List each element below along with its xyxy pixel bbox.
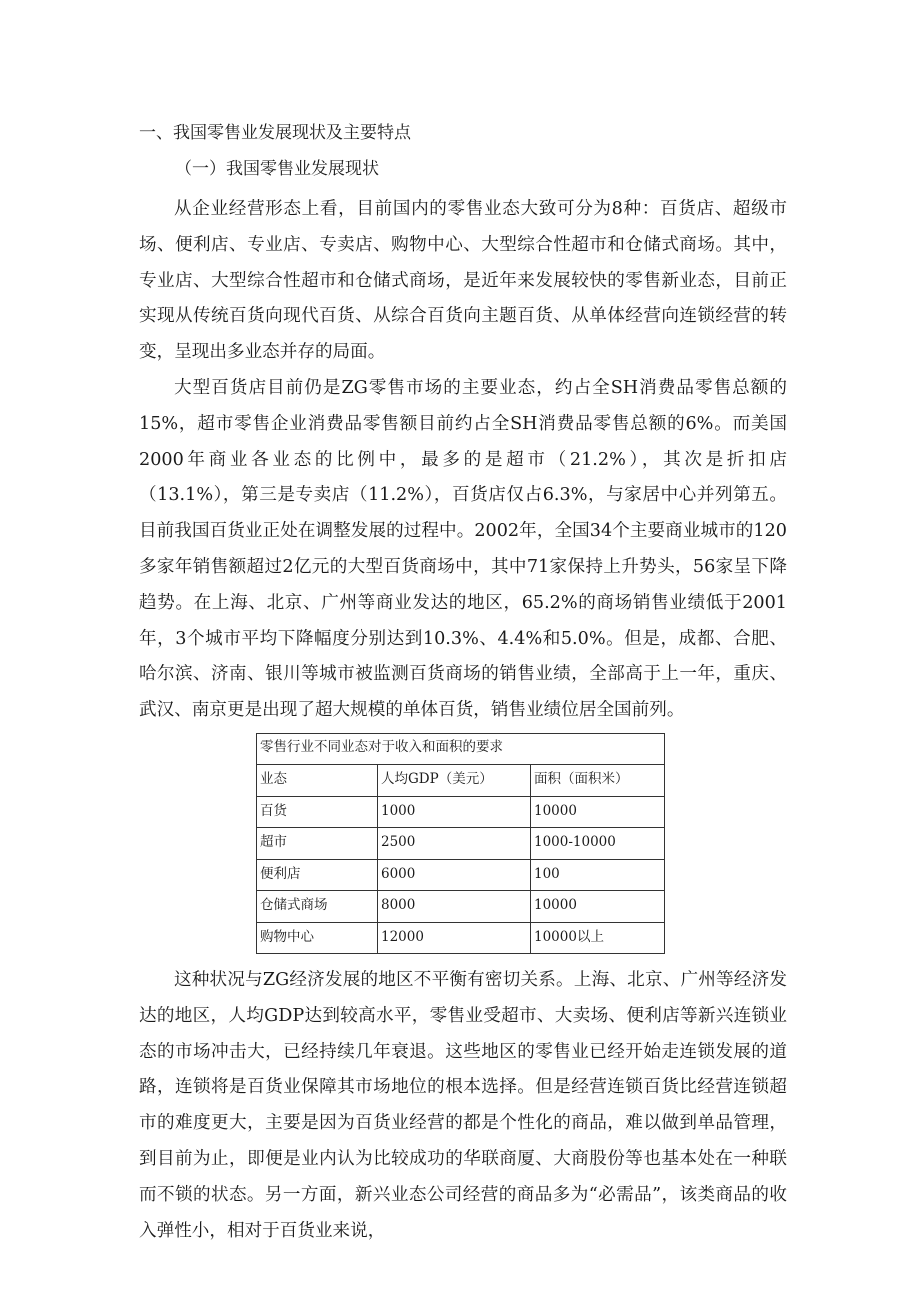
table-cell: 10000: [531, 891, 665, 923]
table-cell: 2500: [378, 828, 531, 860]
table-cell: 百货: [257, 796, 378, 828]
table-caption-row: [257, 734, 665, 765]
section-heading: 一、我国零售业发展现状及主要特点: [139, 123, 411, 143]
subsection-heading: （一）我国零售业发展现状: [175, 159, 379, 179]
paragraph-department-stores: 大型百货店目前仍是ZG零售市场的主要业态，约占全SH消费品零售总额的15%，超市零售企业消费品零售额目前约占全SH消费品零售总额的6%。而美国2000年商业各业态的比例中，最多的是超市（21.2%），其次是折扣店（13.1%），第三是专卖店（11.2%），百货店仅占6.3%，与家居中心并列第五。目前我国百货业正处在调整发展的过程中。2002年，全国34个主要商业城市的120多家年销售额超过2亿元的大型百货商场中，其中71家保持上升势头，56家呈下降趋势。在上海、北京、广州等商业发达的地区，65.2%的商场销售业绩低于2001年，3个城市平均下降幅度分别达到10.3%、4.4%和5.0%。但是，成都、合肥、哈尔滨、济南、银川等城市被监测百货商场的销售业绩，全部高于上一年，重庆、武汉、南京更是出现了超大规模的单体百货，销售业绩位居全国前列。: [139, 378, 787, 721]
table-cell: 10000以上: [531, 922, 665, 954]
table-cell: 超市: [257, 828, 378, 860]
table-cell: 10000: [531, 796, 665, 828]
retail-format-table: [256, 733, 664, 954]
table-cell: 100: [531, 859, 665, 891]
table-row: [257, 891, 665, 923]
paragraph-regional-imbalance: 这种状况与ZG经济发展的地区不平衡有密切关系。上海、北京、广州等经济发达的地区，人均GDP达到较高水平，零售业受超市、大卖场、便利店等新兴连锁业态的市场冲击大，已经持续几年衰退。这些地区的零售业已经开始走连锁发展的道路，连锁将是百货业保障其市场地位的根本选择。但是经营连锁百货比经营连锁超市的难度更大，主要是因为百货业经营的都是个性化的商品，难以做到单品管理，到目前为止，即便是业内认为比较成功的华联商厦、大商股份等也基本处在一种联而不锁的状态。另一方面，新兴业态公司经营的商品多为“必需品”，该类商品的收入弹性小，相对于百货业来说，: [139, 970, 787, 1241]
retail-table: [256, 733, 665, 954]
header-gdp: 人均GDP（美元）: [378, 765, 531, 797]
table-row: [257, 922, 665, 954]
header-format: 业态: [257, 765, 378, 797]
table-cell: 6000: [378, 859, 531, 891]
table-cell: 8000: [378, 891, 531, 923]
table-cell: 1000-10000: [531, 828, 665, 860]
table-row: [257, 796, 665, 828]
table-cell: 购物中心: [257, 922, 378, 954]
paragraph-retail-formats: 从企业经营形态上看，目前国内的零售业态大致可分为8种：百货店、超级市场、便利店、专业店、专卖店、购物中心、大型综合性超市和仓储式商场。其中，专业店、大型综合性超市和仓储式商场，是近年来发展较快的零售新业态，目前正实现从传统百货向现代百货、从综合百货向主题百货、从单体经营向连锁经营的转变，呈现出多业态并存的局面。: [139, 199, 787, 363]
table-row: [257, 859, 665, 891]
header-area: 面积（面积米）: [531, 765, 665, 797]
table-cell: 12000: [378, 922, 531, 954]
table-cell: 1000: [378, 796, 531, 828]
table-row: [257, 828, 665, 860]
table-caption: 零售行业不同业态对于收入和面积的要求: [257, 734, 665, 765]
table-cell: 便利店: [257, 859, 378, 891]
table-header-row: [257, 765, 665, 797]
table-cell: 仓储式商场: [257, 891, 378, 923]
